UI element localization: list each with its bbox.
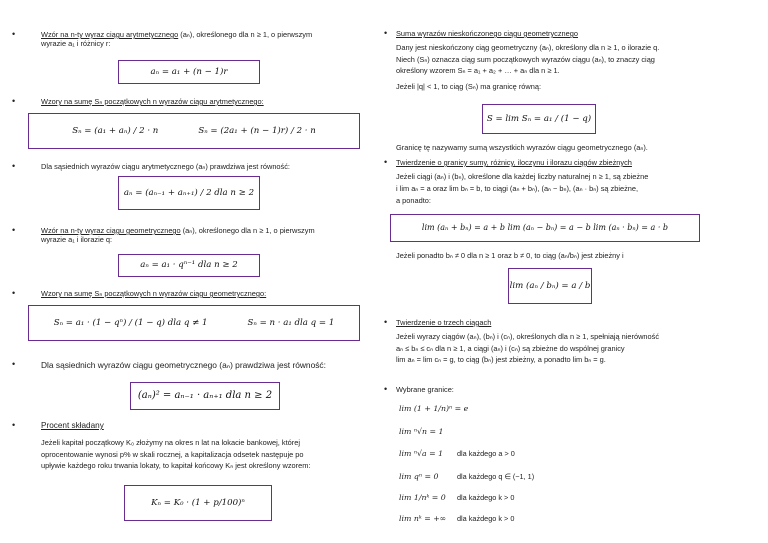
section-text: Jeżeli ponadto bₙ ≠ 0 dla n ≥ 1 oraz b ≠ 0, to ciąg (aₙ/bₙ) jest zbieżny i — [396, 251, 624, 260]
limit-note: dla każdego q ∈ (−1, 1) — [457, 472, 535, 481]
bullet: • — [12, 225, 16, 235]
formula-box: Kₙ = K₀ · (1 + p/100)ⁿ — [124, 485, 272, 521]
formula-box: aₙ = a₁ · qⁿ⁻¹ dla n ≥ 2 — [118, 254, 260, 277]
formula-box: aₙ = a₁ + (n − 1)r — [118, 60, 260, 84]
section-text: oprocentowanie wynosi p% w skali rocznej, a kapitalizacja odsetek następuje po — [41, 449, 304, 459]
formula-a: Sₙ = (a₁ + aₙ) / 2 · n — [72, 125, 159, 136]
section-heading: Suma wyrazów nieskończonego ciągu geometrycznego — [396, 29, 578, 38]
limit-formula: lim 1/nᵏ = 0 — [399, 493, 446, 502]
section-heading: Wzór na n-ty wyraz ciągu arytmetycznego — [41, 30, 179, 39]
section-text: Niech (Sₙ) oznacza ciąg sum początkowych wyrazów ciągu (aₙ), to znaczy ciąg — [396, 54, 655, 64]
section-text: wyrazie a₁ i różnicy r: — [41, 39, 111, 49]
infinite-geometric-sum-section — [384, 29, 764, 91]
geometric-nth-term-section — [12, 226, 372, 245]
formula-box: S = lim Sₙ = a₁ / (1 − q) — [482, 104, 596, 134]
formula-box — [28, 305, 360, 341]
limit-formula: lim nᵏ = +∞ — [399, 514, 447, 523]
section-heading: Twierdzenie o trzech ciągach — [396, 318, 492, 327]
arithmetic-sum-section — [12, 97, 372, 106]
section-text: upływie każdego roku trwania lokaty, to kapitał końcowy Kₙ jest określony wzorem: — [41, 460, 311, 470]
formula-b: Sₙ = (2a₁ + (n − 1)r) / 2 · n — [198, 125, 316, 136]
bullet: • — [12, 359, 16, 369]
geometric-neighbors-section — [12, 360, 380, 371]
section-text: wyrazie a₁ i ilorazie q: — [41, 235, 113, 245]
section-text: Jeżeli |q| < 1, to ciąg (Sₙ) ma granicę równą: — [396, 82, 542, 91]
limit-formula: lim ⁿ√a = 1 — [399, 449, 444, 458]
bullet: • — [12, 96, 16, 106]
section-heading: Procent składany — [41, 421, 104, 430]
formula-box: lim (aₙ / bₙ) = a / b — [508, 268, 592, 304]
section-heading: Wzór na n-ty wyraz ciągu geometrycznego — [41, 226, 181, 235]
geometric-sum-section — [12, 289, 372, 298]
compound-interest-section — [12, 421, 376, 470]
formula-box: (aₙ)² = aₙ₋₁ · aₙ₊₁ dla n ≥ 2 — [130, 382, 280, 410]
formula-a: Sₙ = a₁ · (1 − qⁿ) / (1 − q) dla q ≠ 1 — [53, 317, 208, 328]
section-text: Dla sąsiednich wyrazów ciągu arytmetycznego (aₙ) prawdziwa jest równość: — [41, 162, 290, 171]
bullet: • — [12, 161, 16, 171]
section-text: Jeżeli kapitał początkowy K₀ złożymy na okres n lat na lokacie bankowej, której — [41, 438, 300, 448]
limit-note: dla każdego k > 0 — [457, 493, 515, 502]
section-text: Granicę tę nazywamy sumą wszystkich wyrazów ciągu geometrycznego (aₙ). — [396, 143, 648, 152]
limit-item — [399, 514, 515, 524]
section-text: Jeżeli wyrazy ciągów (aₙ), (bₙ) i (cₙ), określonych dla n ≥ 1, spełniają nierówność — [396, 332, 660, 342]
formula-b: Sₙ = n · a₁ dla q = 1 — [247, 317, 335, 328]
bullet: • — [384, 384, 388, 394]
limit-theorem-section — [384, 158, 764, 205]
limit-item — [399, 493, 515, 503]
limit-item — [399, 427, 443, 437]
arithmetic-nth-term-section — [12, 30, 372, 49]
section-heading: Twierdzenie o granicy sumy, różnicy, iloczynu i ilorazu ciągów zbieżnych — [396, 158, 632, 167]
formula-box: lim (aₙ + bₙ) = a + b lim (aₙ − bₙ) = a − b lim (aₙ · bₙ) = a · b — [390, 214, 700, 242]
section-text: Dla sąsiednich wyrazów ciągu geometrycznego (aₙ) prawdziwa jest równość: — [41, 360, 326, 370]
three-sequences-section — [384, 318, 764, 364]
limit-formula: lim (1 + 1/n)ⁿ = e — [399, 404, 469, 413]
bullet: • — [12, 288, 16, 298]
section-text: i lim aₙ = a oraz lim bₙ = b, to ciągi (aₙ + bₙ), (aₙ − bₙ), (aₙ · bₙ) są zbieżne, — [396, 183, 639, 193]
arithmetic-neighbors-section — [12, 162, 372, 171]
formula-box: aₙ = (aₙ₋₁ + aₙ₊₁) / 2 dla n ≥ 2 — [118, 176, 260, 210]
section-text: aₙ ≤ bₙ ≤ cₙ dla n ≥ 1, a ciągi (aₙ) i (cₙ) są zbieżne do wspólnej granicy — [396, 343, 625, 353]
section-text: określony wzorem Sₙ = a₁ + a₂ + … + aₙ dla n ≥ 1. — [396, 65, 560, 75]
limit-formula: lim ⁿ√n = 1 — [399, 427, 444, 436]
limit-item — [399, 472, 535, 482]
limit-item — [399, 404, 468, 414]
bullet: • — [384, 28, 388, 38]
selected-limits-section — [384, 385, 764, 394]
section-text: (aₙ), określonego dla n ≥ 1, o pierwszym — [180, 226, 315, 235]
section-heading: Wybrane granice: — [396, 385, 454, 394]
bullet: • — [384, 317, 388, 327]
section-text: lim aₙ = lim cₙ = g, to ciąg (bₙ) jest zbieżny, a ponadto lim bₙ = g. — [396, 354, 606, 364]
formula-box — [28, 113, 360, 149]
bullet: • — [384, 157, 388, 167]
section-heading: Wzory na sumę Sₙ początkowych n wyrazów ciągu arytmetycznego: — [41, 97, 264, 106]
limit-item — [399, 449, 515, 459]
limit-note: dla każdego a > 0 — [457, 449, 515, 458]
limit-formula: lim qⁿ = 0 — [399, 472, 439, 481]
limit-note: dla każdego k > 0 — [457, 514, 515, 523]
section-text: (aₙ), określonego dla n ≥ 1, o pierwszym — [178, 30, 313, 39]
section-text: Dany jest nieskończony ciąg geometryczny (aₙ), określony dla n ≥ 1, o ilorazie q. — [396, 43, 660, 53]
section-heading: Wzory na sumę Sₙ początkowych n wyrazów ciągu geometrycznego: — [41, 289, 267, 298]
section-text: Jeżeli ciągi (aₙ) i (bₙ), określone dla każdej liczby naturalnej n ≥ 1, są zbieżne — [396, 172, 649, 182]
section-text: a ponadto: — [396, 195, 431, 205]
bullet: • — [12, 29, 16, 39]
bullet: • — [12, 420, 16, 430]
